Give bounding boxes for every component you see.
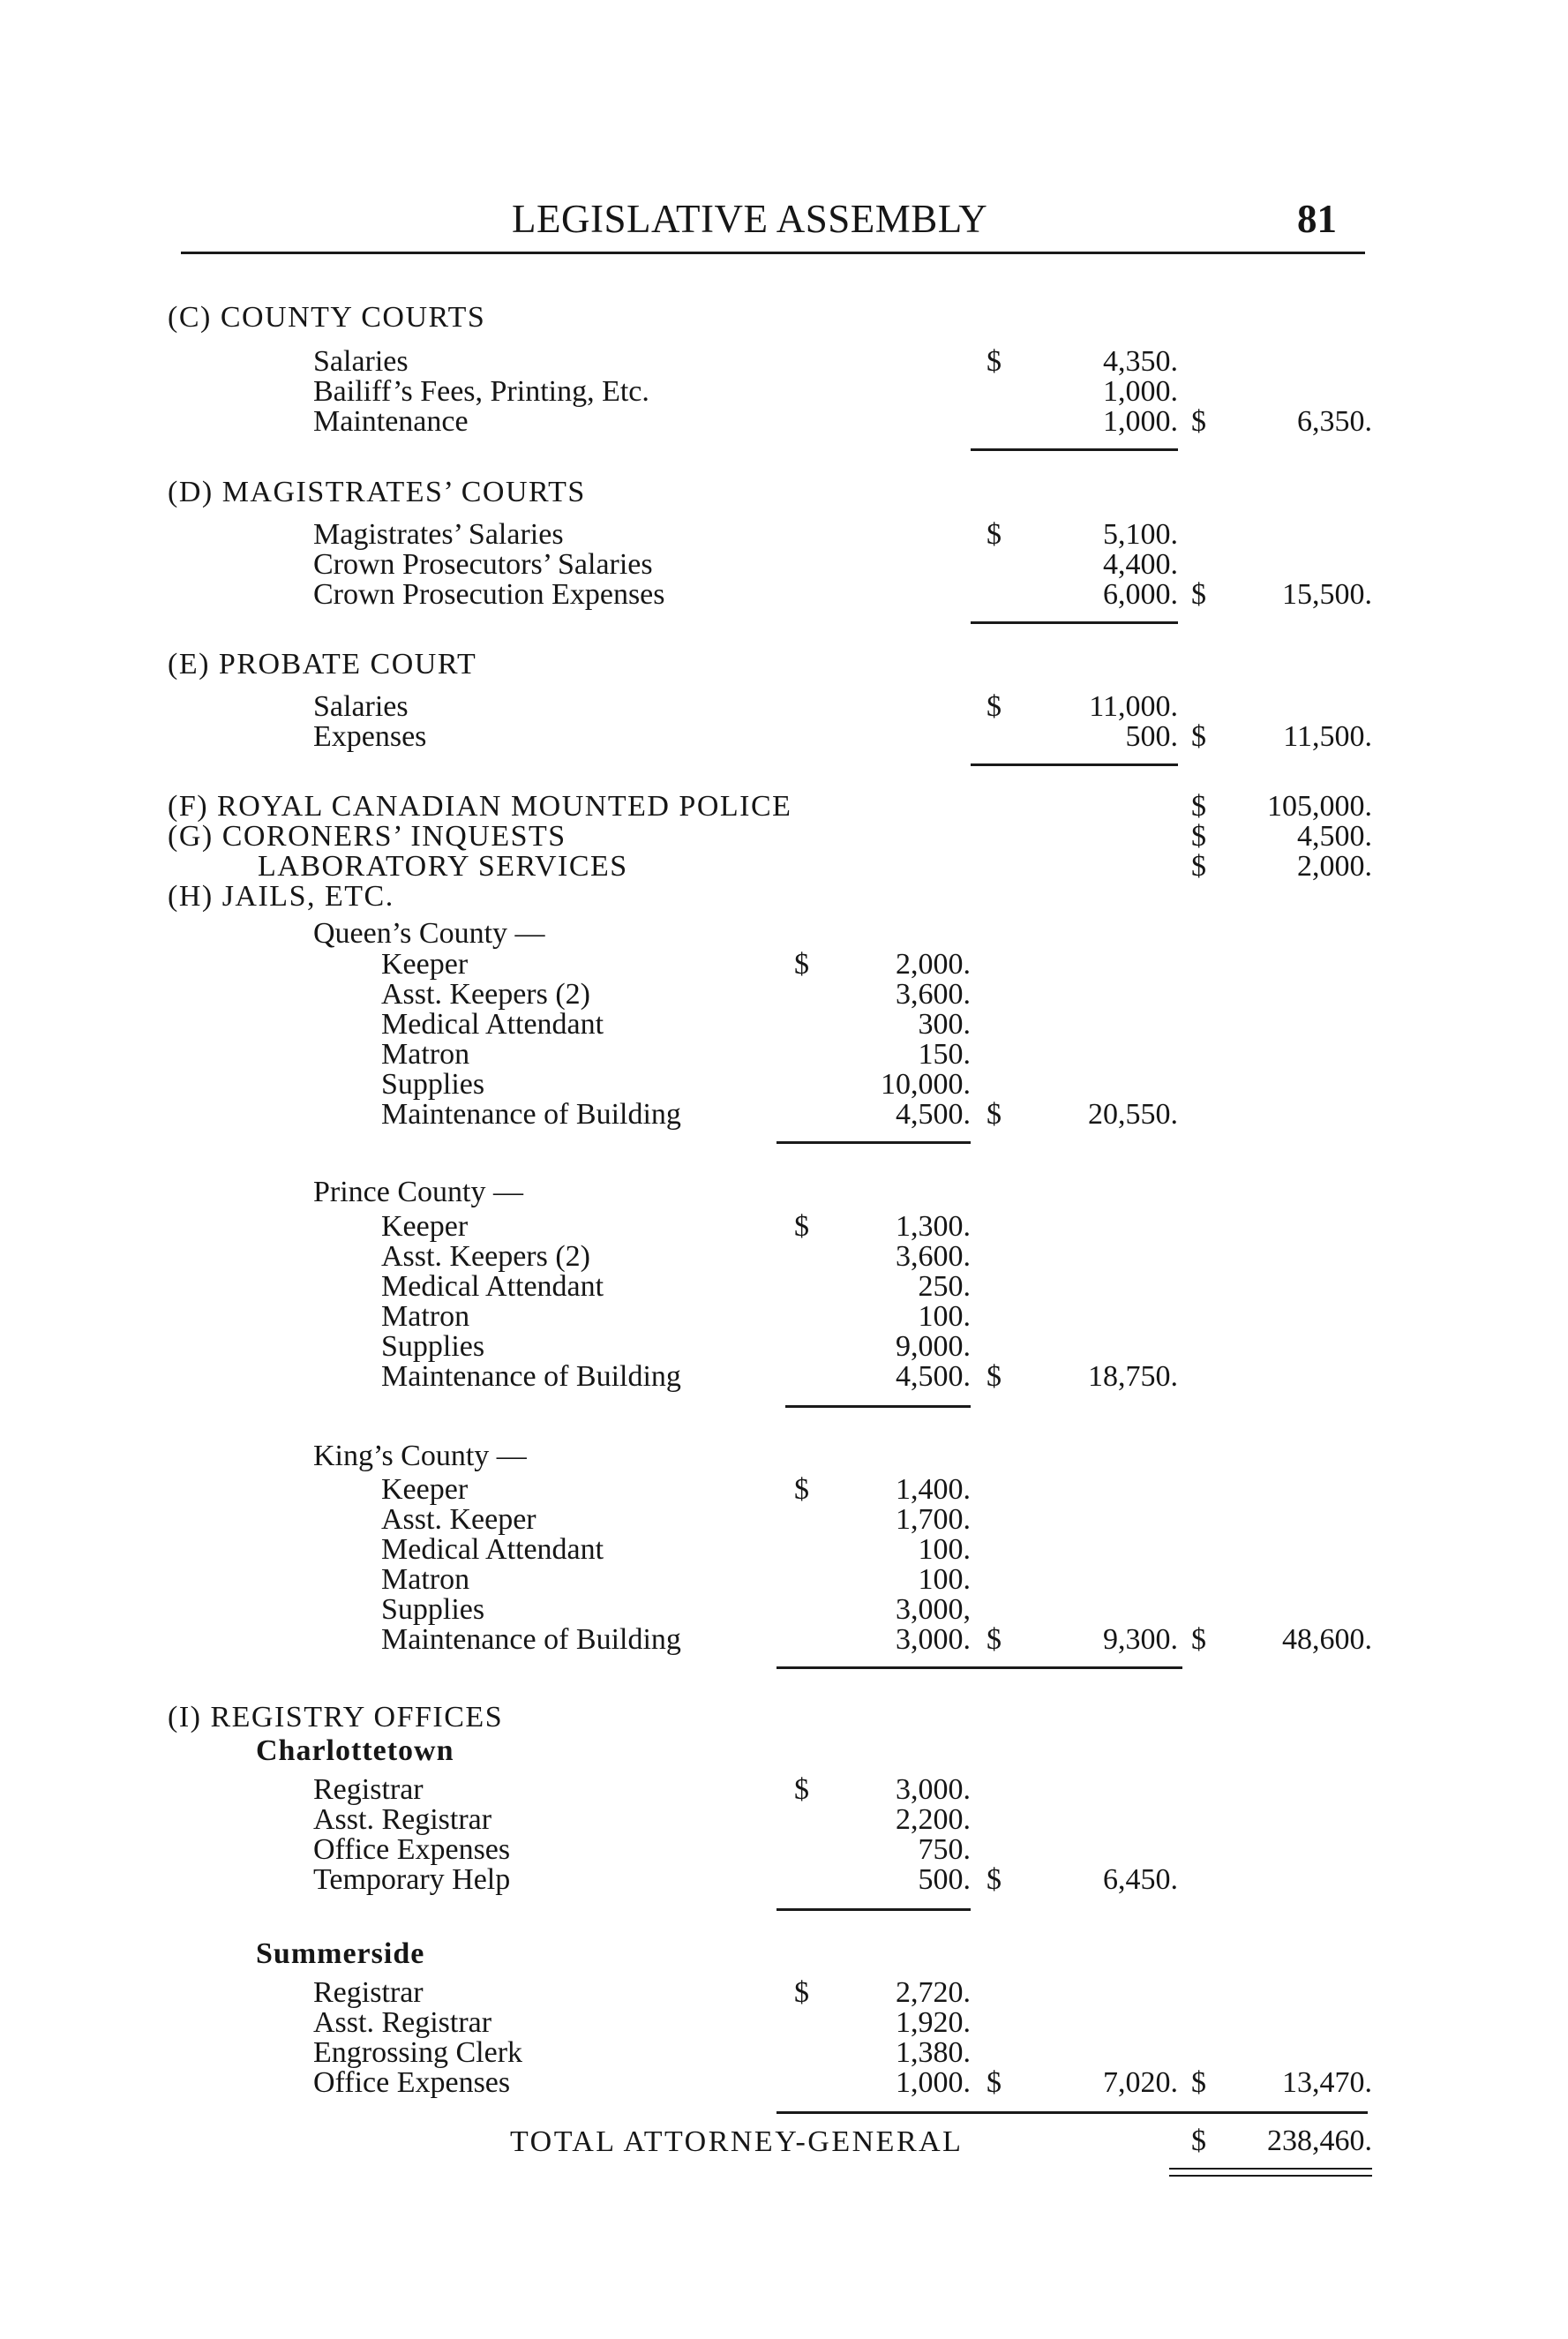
item-amount: 100. xyxy=(918,1533,971,1566)
grand-total-label: TOTAL ATTORNEY-GENERAL xyxy=(510,2125,964,2158)
item-label: Temporary Help xyxy=(313,1863,511,1896)
section-total: 11,500. xyxy=(1283,720,1372,753)
item-label: Medical Attendant xyxy=(381,1008,604,1041)
dollar-sign: $ xyxy=(794,1210,809,1243)
section-total: 105,000. xyxy=(1267,790,1372,823)
grand-total-amount: 238,460. xyxy=(1267,2125,1372,2157)
item-amount: 500. xyxy=(918,1863,971,1896)
subsection-total: 20,550. xyxy=(1088,1098,1178,1131)
section-laboratory: LABORATORY SERVICES xyxy=(258,850,628,883)
section-magistrates-courts: (D) MAGISTRATES’ COURTS xyxy=(168,476,586,508)
double-rule-top xyxy=(1169,2168,1372,2170)
item-amount: 3,000. xyxy=(896,1773,971,1806)
dollar-sign: $ xyxy=(1191,2066,1206,2099)
dollar-sign: $ xyxy=(987,518,1002,551)
section-total: 2,000. xyxy=(1297,850,1372,883)
item-amount: 9,000. xyxy=(896,1330,971,1363)
item-amount: 3,600. xyxy=(896,1240,971,1273)
item-label: Matron xyxy=(381,1300,470,1333)
item-amount: 250. xyxy=(918,1270,971,1303)
subtotal-rule xyxy=(971,448,1178,451)
subtotal-rule xyxy=(776,1666,1182,1669)
subtotal-rule xyxy=(776,1141,971,1144)
item-amount: 3,000, xyxy=(896,1593,971,1626)
item-amount: 2,200. xyxy=(896,1803,971,1836)
item-label: Medical Attendant xyxy=(381,1270,604,1303)
item-amount: 300. xyxy=(918,1008,971,1041)
dollar-sign: $ xyxy=(1191,2125,1206,2157)
item-amount: 1,920. xyxy=(896,2006,971,2039)
subsection-total: 7,020. xyxy=(1103,2066,1178,2099)
item-amount: 2,000. xyxy=(896,948,971,981)
dollar-sign: $ xyxy=(794,1473,809,1506)
dollar-sign: $ xyxy=(1191,720,1206,753)
dollar-sign: $ xyxy=(1191,820,1206,853)
page-header-title: LEGISLATIVE ASSEMBLY xyxy=(512,197,988,241)
item-label: Supplies xyxy=(381,1330,485,1363)
section-coroners: (G) CORONERS’ INQUESTS xyxy=(168,820,566,853)
item-label: Crown Prosecution Expenses xyxy=(313,578,665,611)
dollar-sign: $ xyxy=(1191,850,1206,883)
item-amount: 100. xyxy=(918,1300,971,1333)
dollar-sign: $ xyxy=(794,948,809,981)
subsection-prince-county: Prince County — xyxy=(313,1176,523,1208)
item-label: Maintenance of Building xyxy=(381,1098,681,1131)
section-registry-offices: (I) REGISTRY OFFICES xyxy=(168,1701,504,1734)
item-amount: 3,000. xyxy=(896,1623,971,1656)
item-label: Salaries xyxy=(313,690,409,723)
item-label: Asst. Registrar xyxy=(313,2006,492,2039)
subsection-total: 18,750. xyxy=(1088,1360,1178,1393)
item-label: Asst. Registrar xyxy=(313,1803,492,1836)
double-rule-bottom xyxy=(1169,2175,1372,2177)
section-jails: (H) JAILS, ETC. xyxy=(168,880,394,913)
section-probate-court: (E) PROBATE COURT xyxy=(168,648,477,681)
subtotal-rule xyxy=(971,621,1178,624)
item-amount: 750. xyxy=(918,1833,971,1866)
item-amount: 4,400. xyxy=(1103,548,1178,581)
dollar-sign: $ xyxy=(987,345,1002,378)
item-label: Medical Attendant xyxy=(381,1533,604,1566)
item-amount: 1,000. xyxy=(1103,375,1178,408)
item-label: Expenses xyxy=(313,720,427,753)
item-label: Bailiff’s Fees, Printing, Etc. xyxy=(313,375,649,408)
section-total: 4,500. xyxy=(1297,820,1372,853)
item-label: Asst. Keepers (2) xyxy=(381,978,590,1011)
subtotal-rule xyxy=(971,763,1178,766)
item-amount: 1,300. xyxy=(896,1210,971,1243)
dollar-sign: $ xyxy=(794,1976,809,2009)
item-amount: 4,500. xyxy=(896,1360,971,1393)
item-label: Keeper xyxy=(381,1473,469,1506)
item-amount: 5,100. xyxy=(1103,518,1178,551)
dollar-sign: $ xyxy=(987,690,1002,723)
item-amount: 1,400. xyxy=(896,1473,971,1506)
subsection-queens-county: Queen’s County — xyxy=(313,917,545,950)
item-label: Supplies xyxy=(381,1593,485,1626)
item-label: Matron xyxy=(381,1563,470,1596)
subtotal-rule xyxy=(785,1405,971,1408)
section-total: 48,600. xyxy=(1282,1623,1372,1656)
item-label: Supplies xyxy=(381,1068,485,1101)
item-amount: 3,600. xyxy=(896,978,971,1011)
item-amount: 1,000. xyxy=(1103,405,1178,438)
item-amount: 6,000. xyxy=(1103,578,1178,611)
item-label: Registrar xyxy=(313,1773,424,1806)
item-amount: 4,350. xyxy=(1103,345,1178,378)
item-label: Office Expenses xyxy=(313,1833,511,1866)
subtotal-rule xyxy=(776,2111,1368,2114)
dollar-sign: $ xyxy=(987,1863,1002,1896)
item-label: Keeper xyxy=(381,1210,469,1243)
dollar-sign: $ xyxy=(987,1360,1002,1393)
section-total: 15,500. xyxy=(1282,578,1372,611)
item-amount: 1,700. xyxy=(896,1503,971,1536)
section-total: 13,470. xyxy=(1282,2066,1372,2099)
dollar-sign: $ xyxy=(794,1773,809,1806)
item-label: Salaries xyxy=(313,345,409,378)
item-amount: 100. xyxy=(918,1563,971,1596)
dollar-sign: $ xyxy=(987,1623,1002,1656)
item-label: Magistrates’ Salaries xyxy=(313,518,564,551)
header-rule xyxy=(181,252,1365,254)
item-amount: 150. xyxy=(918,1038,971,1071)
section-county-courts: (C) COUNTY COURTS xyxy=(168,301,486,334)
section-rcmp: (F) ROYAL CANADIAN MOUNTED POLICE xyxy=(168,790,792,823)
section-total: 6,350. xyxy=(1297,405,1372,438)
item-label: Office Expenses xyxy=(313,2066,511,2099)
dollar-sign: $ xyxy=(1191,405,1206,438)
dollar-sign: $ xyxy=(1191,790,1206,823)
item-amount: 11,000. xyxy=(1089,690,1178,723)
item-amount: 10,000. xyxy=(881,1068,971,1101)
item-amount: 500. xyxy=(1125,720,1178,753)
dollar-sign: $ xyxy=(987,1098,1002,1131)
item-label: Maintenance of Building xyxy=(381,1623,681,1656)
item-amount: 2,720. xyxy=(896,1976,971,2009)
page-number: 81 xyxy=(1297,197,1337,241)
item-label: Asst. Keeper xyxy=(381,1503,536,1536)
dollar-sign: $ xyxy=(1191,1623,1206,1656)
item-amount: 1,380. xyxy=(896,2036,971,2069)
item-label: Registrar xyxy=(313,1976,424,2009)
item-label: Crown Prosecutors’ Salaries xyxy=(313,548,653,581)
item-label: Engrossing Clerk xyxy=(313,2036,523,2069)
item-amount: 4,500. xyxy=(896,1098,971,1131)
item-label: Asst. Keepers (2) xyxy=(381,1240,590,1273)
subsection-total: 6,450. xyxy=(1103,1863,1178,1896)
item-label: Keeper xyxy=(381,948,469,981)
subsection-summerside: Summerside xyxy=(256,1937,425,1970)
subsection-charlottetown: Charlottetown xyxy=(256,1734,454,1767)
item-amount: 1,000. xyxy=(896,2066,971,2099)
subsection-kings-county: King’s County — xyxy=(313,1440,527,1472)
dollar-sign: $ xyxy=(1191,578,1206,611)
subsection-total: 9,300. xyxy=(1103,1623,1178,1656)
item-label: Maintenance xyxy=(313,405,469,438)
dollar-sign: $ xyxy=(987,2066,1002,2099)
subtotal-rule xyxy=(776,1908,971,1911)
item-label: Matron xyxy=(381,1038,470,1071)
item-label: Maintenance of Building xyxy=(381,1360,681,1393)
